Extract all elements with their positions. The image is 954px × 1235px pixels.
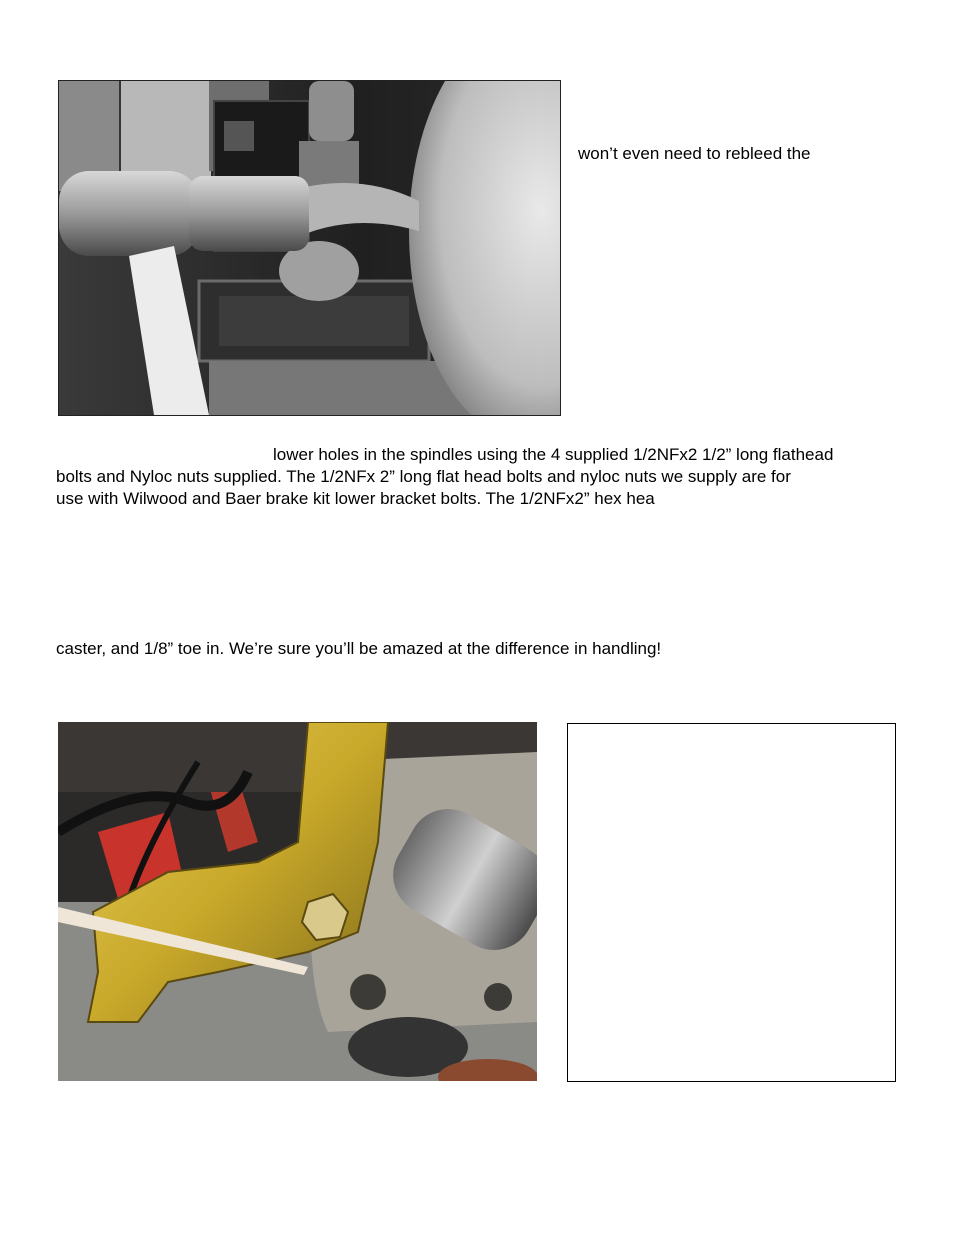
paragraph-line-3: use with Wilwood and Baer brake kit lower bracket bolts. The 1/2NFx2” hex hea [56,489,655,508]
photo-hammer-ball-joint [58,80,561,416]
paragraph-line-2: bolts and Nyloc nuts supplied. The 1/2NFx 2” long flat head bolts and nyloc nuts we supply are for [56,467,791,486]
bracket-photo-illustration [58,722,537,1081]
empty-text-box [567,723,896,1082]
hammer-photo-illustration [59,81,560,415]
photo-caliper-bracket [58,722,537,1081]
alignment-text: caster, and 1/8” toe in. We’re sure you’ll be amazed at the difference in handling! [56,639,662,658]
top-right-text: won’t even need to rebleed the [578,144,811,163]
paragraph-line-1: lower holes in the spindles using the 4 supplied 1/2NFx2 1/2” long flathead [273,445,834,464]
